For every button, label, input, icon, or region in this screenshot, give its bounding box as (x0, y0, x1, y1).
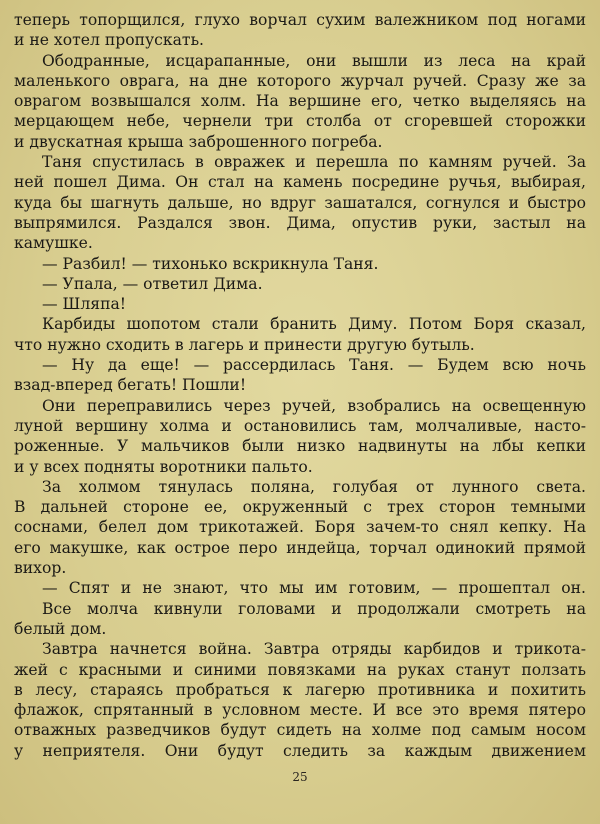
text-line: в лесу, стараясь пробраться к лагерю противника и похитить (14, 680, 586, 699)
text-line: Карбиды шопотом стали бранить Диму. Потом Боря сказал, (42, 315, 586, 334)
text-line: мерцающем небе, чернели три столба от сгоревшей сторожки (14, 112, 586, 131)
text-line: — Упала, — ответил Дима. (42, 274, 263, 293)
text-line: белый дом. (14, 619, 107, 638)
text-line: камушке. (14, 234, 93, 253)
page-number: 25 (292, 770, 308, 784)
text-line: и у всех подняты воротники пальто. (14, 457, 313, 476)
text-line: — Шляпа! (42, 295, 127, 314)
text-line: взад-вперед бегать! Пошли! (14, 376, 247, 395)
text-line: жей с красными и синими повязками на руках станут ползать (14, 660, 586, 679)
text-line: Завтра начнется война. Завтра отряды карбидов и трикота- (42, 640, 586, 659)
text-line: оврагом возвышался холм. На вершине его, четко выделяясь на (14, 92, 586, 111)
text-line: и не хотел пропускать. (14, 31, 205, 50)
text-line: вихор. (14, 559, 67, 578)
text-line: В дальней стороне ее, окруженный с трех сторон темными (14, 498, 586, 517)
text-line: За холмом тянулась поляна, голубая от лунного света. (42, 477, 586, 496)
text-line: ней пошел Дима. Он стал на камень посредине ручья, выбирая, (14, 173, 586, 192)
text-line: выпрямился. Раздался звон. Дима, опустив руки, застыл на (14, 213, 586, 232)
text-line: у неприятеля. Они будут следить за каждым движением (14, 741, 586, 760)
text-line: — Ну да еще! — рассердилась Таня. — Будем всю ночь (42, 356, 586, 375)
text-line: флажок, спрятанный в условном месте. И все это время пятеро (14, 701, 586, 720)
text-line: отважных разведчиков будут сидеть на холме под самым носом (14, 721, 586, 740)
text-line: и двускатная крыша заброшенного погреба. (14, 132, 383, 151)
text-line: куда бы шагнуть дальше, но вдруг зашатался, согнулся и быстро (14, 193, 586, 212)
text-line: Таня спустилась в овражек и перешла по камням ручей. За (42, 153, 586, 172)
text-line: роженные. У мальчиков были низко надвинуты на лбы кепки (14, 437, 586, 456)
text-line: маленького оврага, на дне которого журчал ручей. Сразу же за (14, 71, 586, 90)
text-line: Все молча кивнули головами и продолжали смотреть на (42, 599, 586, 618)
body-text (14, 10, 586, 761)
text-line: Они переправились через ручей, взобрались на освещенную (42, 396, 586, 415)
text-line: Ободранные, исцарапанные, они вышли из леса на край (42, 51, 586, 70)
text-line: — Спят и не знают, что мы им готовим, — прошептал он. (42, 579, 586, 598)
text-line: его макушке, как острое перо индейца, торчал одинокий прямой (14, 538, 586, 557)
text-line: луной вершину холма и остановились там, молчаливые, насто- (14, 416, 586, 435)
text-line: — Разбил! — тихонько вскрикнула Таня. (42, 254, 379, 273)
text-line: соснами, белел дом трикотажей. Боря зачем-то снял кепку. На (14, 518, 586, 537)
text-line: что нужно сходить в лагерь и принести другую бутыль. (14, 335, 475, 354)
text-line: теперь топорщился, глухо ворчал сухим валежником под ногами (14, 11, 586, 29)
